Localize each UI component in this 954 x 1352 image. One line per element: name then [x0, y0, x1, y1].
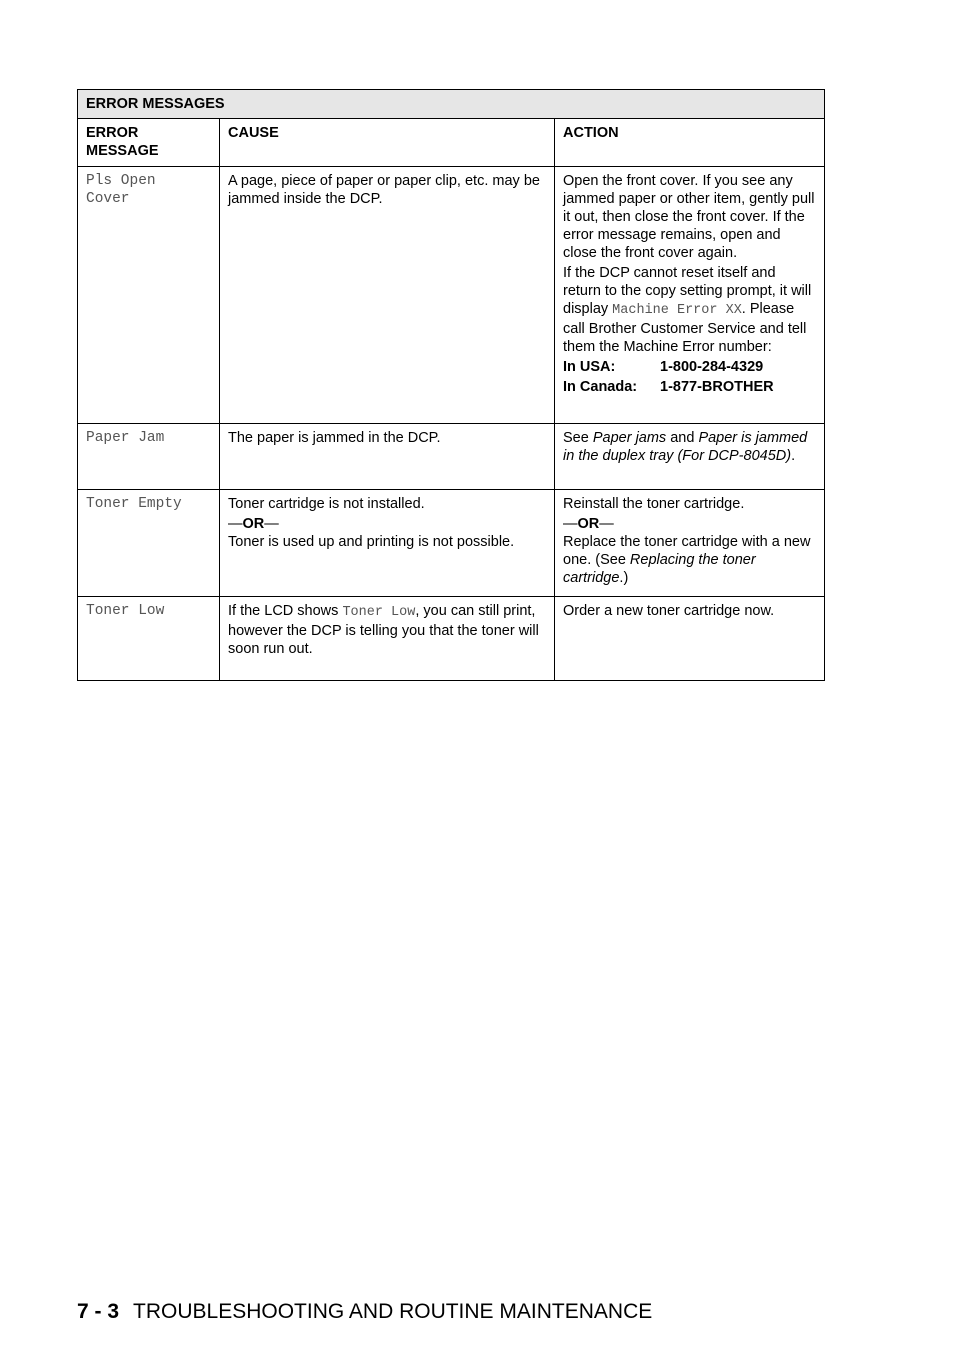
canada-phone-line	[563, 378, 816, 396]
cross-reference: Replacing the toner cartridge	[563, 552, 756, 586]
cause-cell	[220, 597, 555, 681]
table-title: ERROR MESSAGES	[78, 90, 825, 119]
table-title-row	[78, 90, 825, 119]
error-message-cell	[78, 167, 220, 424]
header-error-line1: ERROR	[86, 125, 139, 141]
cause-cell	[220, 490, 555, 597]
machine-error-code: Machine Error XX	[612, 303, 742, 318]
cause-text: If the LCD shows	[228, 603, 343, 619]
error-message-cell: Paper Jam	[78, 424, 220, 490]
table-row	[78, 424, 825, 490]
cause-cell: The paper is jammed in the DCP.	[220, 424, 555, 490]
or-label: OR	[577, 516, 600, 532]
action-text: .	[791, 448, 796, 464]
action-text: If the DCP cannot reset itself and return to the copy setting prompt, it will display	[563, 265, 812, 317]
cross-reference: Paper is jammed in the duplex tray (For DCP-8045D)	[563, 430, 808, 464]
header-action: ACTION	[555, 119, 825, 167]
header-error-line2: MESSAGE	[86, 143, 159, 159]
table-header-row	[78, 119, 825, 167]
canada-label: In Canada:	[563, 379, 638, 395]
error-message-cell: Toner Empty	[78, 490, 220, 597]
error-message-line1: Pls Open	[86, 173, 156, 189]
or-separator: —OR—	[563, 516, 614, 532]
action-text: and	[666, 430, 699, 446]
action-paragraph	[563, 264, 816, 356]
action-paragraph	[563, 533, 816, 587]
usa-label: In USA:	[563, 359, 616, 375]
or-separator: —OR—	[228, 516, 279, 532]
cause-text: Toner is used up and printing is not possible.	[228, 534, 515, 550]
chapter-title: TROUBLESHOOTING AND ROUTINE MAINTENANCE	[133, 1300, 653, 1323]
table-row	[78, 167, 825, 424]
usa-number: 1-800-284-4329	[660, 359, 764, 375]
page-number: 7 - 3	[77, 1300, 120, 1323]
action-text: Replace the toner cartridge with a new one. (See	[563, 534, 811, 568]
error-messages-table	[77, 89, 825, 681]
page-footer	[77, 1300, 652, 1324]
cause-cell: A page, piece of paper or paper clip, etc. may be jammed inside the DCP.	[220, 167, 555, 424]
table-row	[78, 597, 825, 681]
action-text: .)	[619, 570, 629, 586]
usa-phone-line	[563, 358, 816, 376]
action-text: Reinstall the toner cartridge.	[563, 496, 745, 512]
toner-low-code: Toner Low	[342, 605, 416, 620]
action-cell	[555, 490, 825, 597]
cross-reference: Paper jams	[592, 430, 667, 446]
action-cell: Order a new toner cartridge now.	[555, 597, 825, 681]
error-message-line2: Cover	[86, 191, 130, 207]
header-error-message	[78, 119, 220, 167]
action-paragraph: Open the front cover. If you see any jammed paper or other item, gently pull it out, then close the front cover. If the error message remains, open and close the front cover again.	[563, 173, 815, 261]
table-row	[78, 490, 825, 597]
cause-text: , you can still print, however the DCP is telling you that the toner will soon run out.	[228, 603, 539, 657]
header-cause: CAUSE	[220, 119, 555, 167]
error-message-cell: Toner Low	[78, 597, 220, 681]
action-text: See	[563, 430, 593, 446]
cause-text: Toner cartridge is not installed.	[228, 496, 425, 512]
action-cell	[555, 424, 825, 490]
action-text: . Please call Brother Customer Service and tell them the Machine Error number:	[563, 301, 807, 355]
or-label: OR	[242, 516, 265, 532]
canada-number: 1-877-BROTHER	[660, 379, 774, 395]
action-cell	[555, 167, 825, 424]
